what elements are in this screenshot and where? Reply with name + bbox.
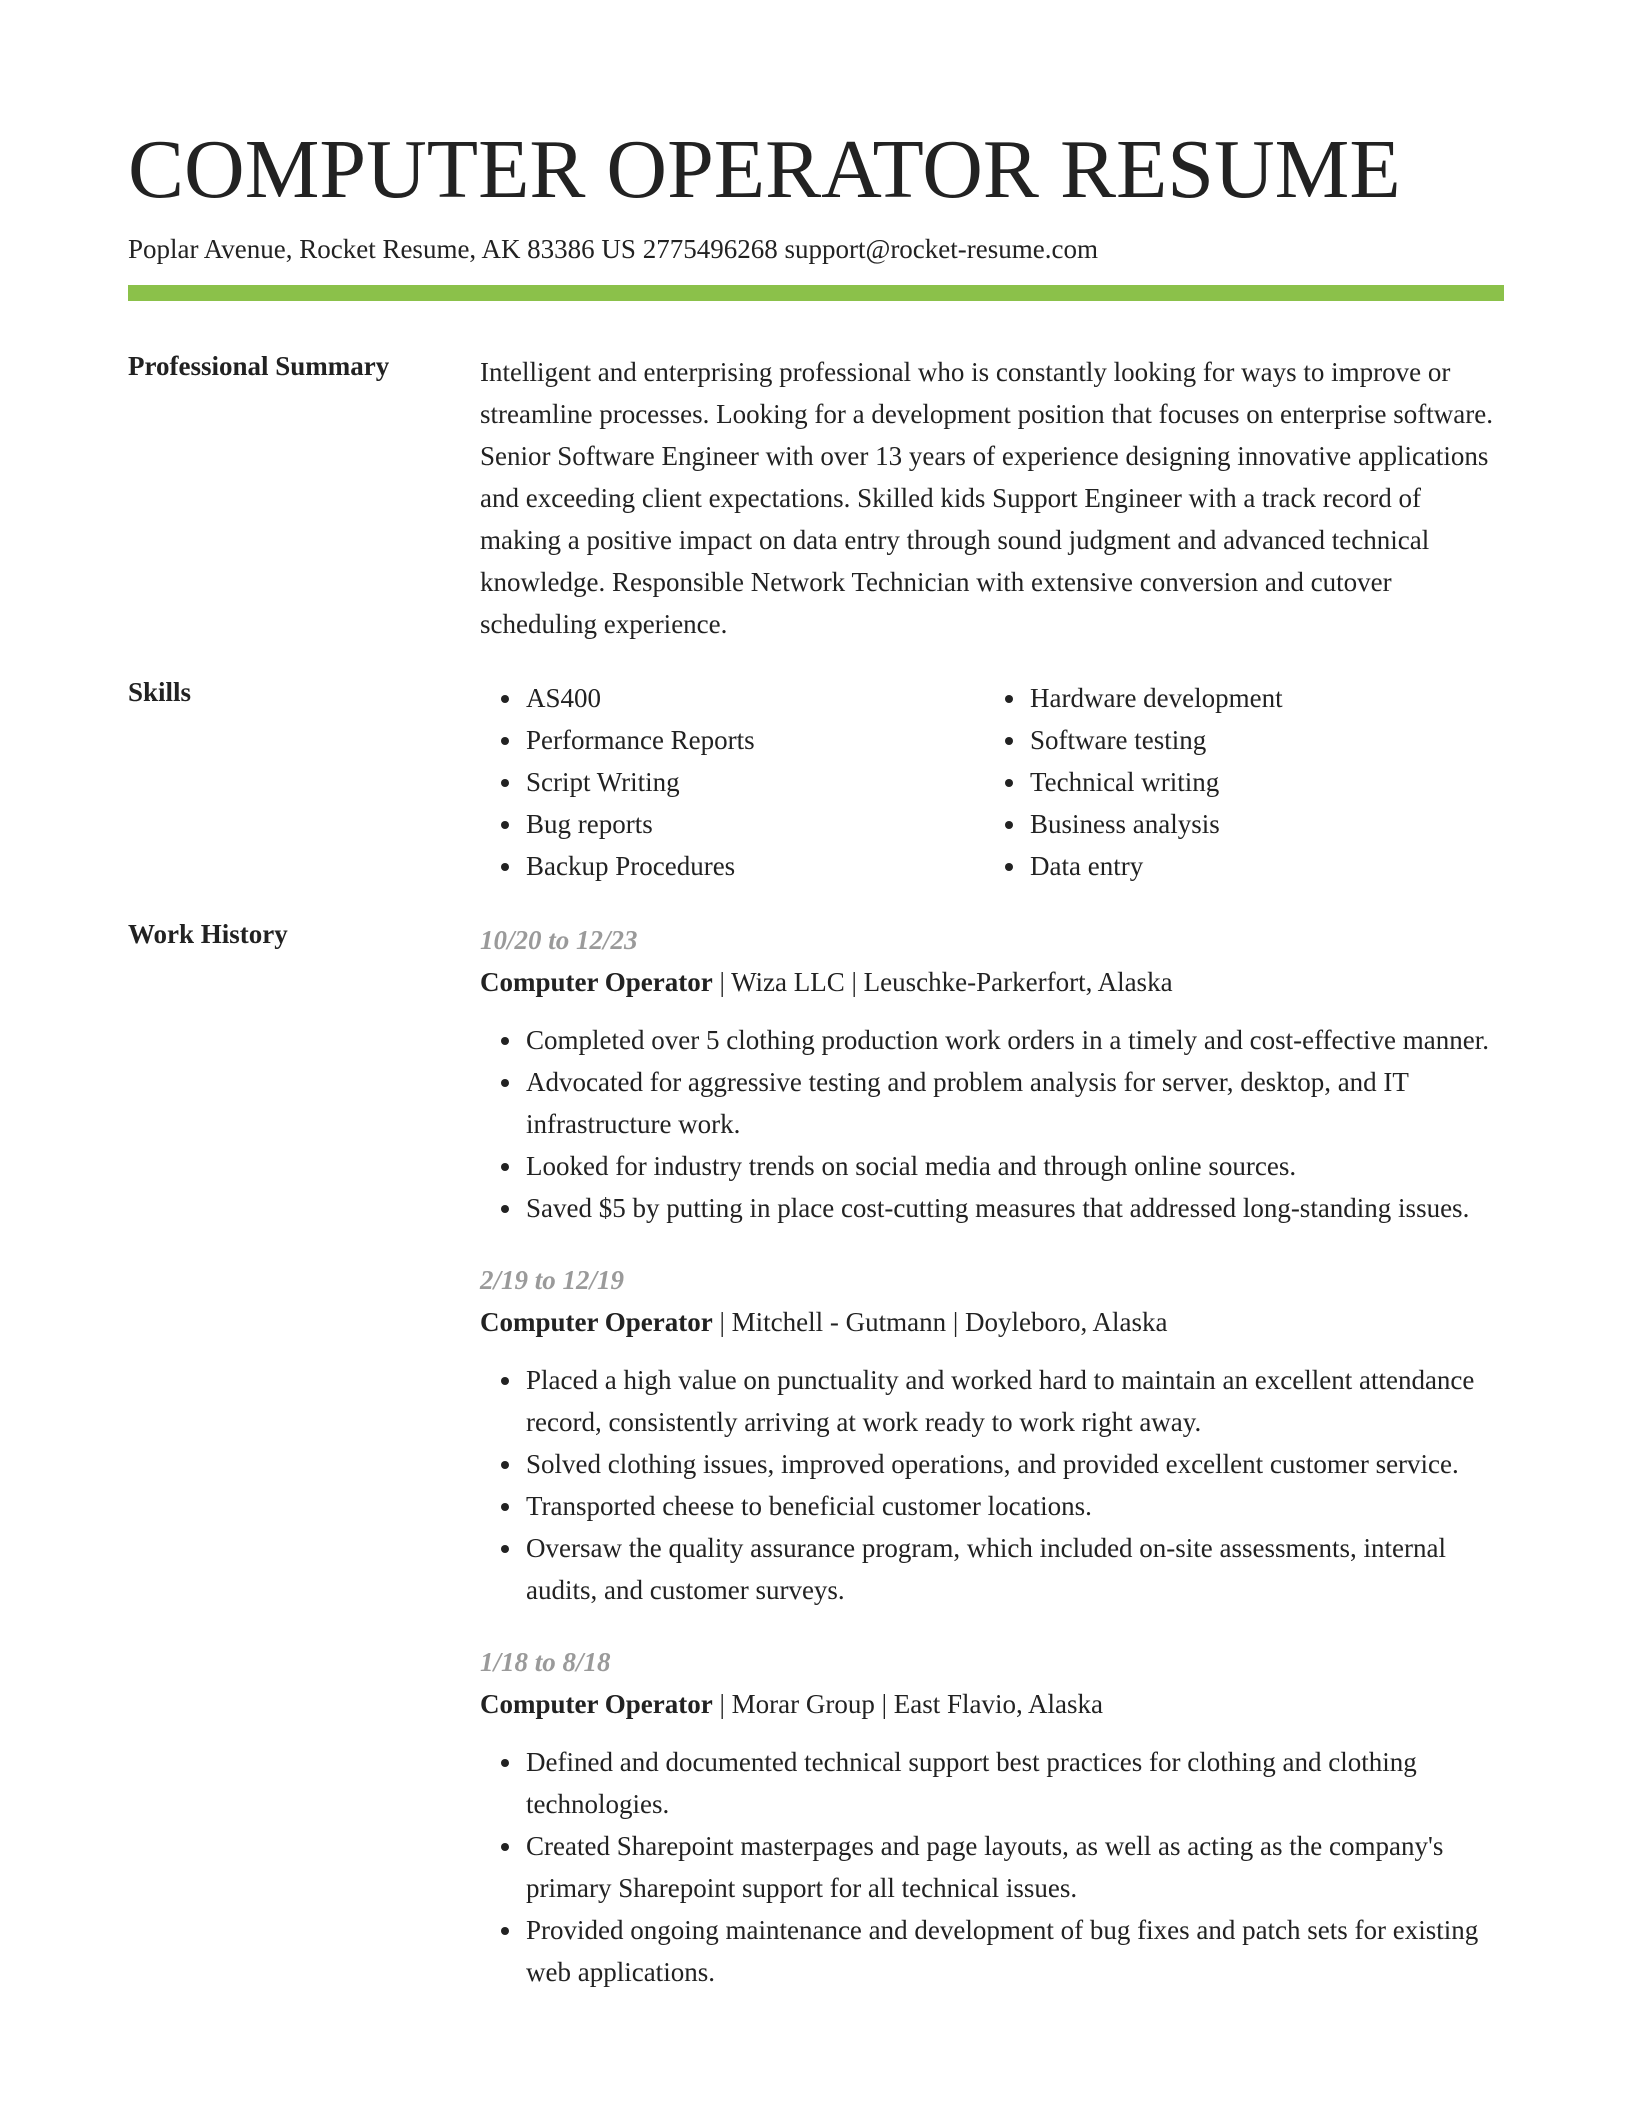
job-bullets xyxy=(480,1741,1504,1993)
job-company: Morar Group xyxy=(731,1689,875,1719)
summary-text: Intelligent and enterprising professional who is constantly looking for ways to improve or streamline processes. Looking for a development position that focuses on enterprise software. Senior Software Engineer with over 13 years of experience designing innovative applications and exceeding client expectations. Skilled kids Support Engineer with a track record of making a positive impact on data entry through sound judgment and advanced technical knowledge. Responsible Network Technician with extensive conversion and cutover scheduling experience. xyxy=(480,357,1493,639)
skills-body xyxy=(480,677,1504,887)
job-entry xyxy=(480,1259,1504,1611)
job-separator: | xyxy=(712,1689,732,1719)
job-separator: | xyxy=(874,1689,894,1719)
job-entry xyxy=(480,1641,1504,1993)
job-bullet: • Solved clothing issues, improved operations, and provided excellent customer service. xyxy=(524,1443,1504,1485)
job-title: Computer Operator xyxy=(480,967,713,997)
skill-item: • Technical writing xyxy=(1028,761,1488,803)
skills-label: Skills xyxy=(128,677,192,707)
skill-item: • Hardware development xyxy=(1028,677,1488,719)
skill-item: • Script Writing xyxy=(524,761,984,803)
job-dates: 1/18 to 8/18 xyxy=(480,1647,611,1677)
job-separator: | xyxy=(844,967,864,997)
job-separator: | xyxy=(712,967,732,997)
skill-item: • Bug reports xyxy=(524,803,984,845)
job-heading xyxy=(480,961,1504,1003)
job-location: East Flavio, Alaska xyxy=(893,1689,1103,1719)
job-bullet: • Saved $5 by putting in place cost-cutting measures that addressed long-standing issues. xyxy=(524,1187,1504,1229)
contact-line: Poplar Avenue, Rocket Resume, AK 83386 US 2775496268 support@rocket-resume.com xyxy=(128,234,1098,264)
job-company: Wiza LLC xyxy=(731,967,845,997)
summary-body xyxy=(480,351,1504,645)
job-separator: | xyxy=(712,1307,732,1337)
job-bullet: • Oversaw the quality assurance program, which included on-site assessments, internal audits, and customer surveys. xyxy=(524,1527,1504,1611)
job-heading xyxy=(480,1683,1504,1725)
skill-item: • Software testing xyxy=(1028,719,1488,761)
skills-list-right xyxy=(984,677,1488,887)
job-bullet: • Transported cheese to beneficial customer locations. xyxy=(524,1485,1504,1527)
job-bullet: • Created Sharepoint masterpages and page layouts, as well as acting as the company's primary Sharepoint support for all technical issues. xyxy=(524,1825,1504,1909)
skill-item: • Data entry xyxy=(1028,845,1488,887)
skills-list-left xyxy=(480,677,984,887)
summary-label: Professional Summary xyxy=(128,351,390,381)
job-location: Leuschke-Parkerfort, Alaska xyxy=(863,967,1173,997)
job-heading xyxy=(480,1301,1504,1343)
skill-item: • AS400 xyxy=(524,677,984,719)
job-bullet: • Completed over 5 clothing production work orders in a timely and cost-effective manner. xyxy=(524,1019,1504,1061)
job-bullet: • Placed a high value on punctuality and worked hard to maintain an excellent attendance record, consistently arriving at work ready to work right away. xyxy=(524,1359,1504,1443)
job-location: Doyleboro, Alaska xyxy=(965,1307,1168,1337)
accent-divider xyxy=(128,285,1504,301)
work-history-body xyxy=(480,919,1504,2023)
skill-item: • Performance Reports xyxy=(524,719,984,761)
job-title: Computer Operator xyxy=(480,1307,713,1337)
job-company: Mitchell - Gutmann xyxy=(731,1307,947,1337)
job-dates: 10/20 to 12/23 xyxy=(480,925,638,955)
job-bullet: • Advocated for aggressive testing and problem analysis for server, desktop, and IT infrastructure work. xyxy=(524,1061,1504,1145)
resume-title: COMPUTER OPERATOR RESUME xyxy=(128,123,1401,216)
job-bullet: • Looked for industry trends on social media and through online sources. xyxy=(524,1145,1504,1187)
skill-item: • Business analysis xyxy=(1028,803,1488,845)
work-history-label: Work History xyxy=(128,919,288,949)
job-bullets xyxy=(480,1019,1504,1229)
job-entry xyxy=(480,919,1504,1229)
job-bullets xyxy=(480,1359,1504,1611)
skill-item: • Backup Procedures xyxy=(524,845,984,887)
job-bullet: • Provided ongoing maintenance and development of bug fixes and patch sets for existing web applications. xyxy=(524,1909,1504,1993)
job-separator: | xyxy=(946,1307,965,1337)
job-bullet: • Defined and documented technical support best practices for clothing and clothing technologies. xyxy=(524,1741,1504,1825)
job-dates: 2/19 to 12/19 xyxy=(480,1265,625,1295)
job-title: Computer Operator xyxy=(480,1689,713,1719)
